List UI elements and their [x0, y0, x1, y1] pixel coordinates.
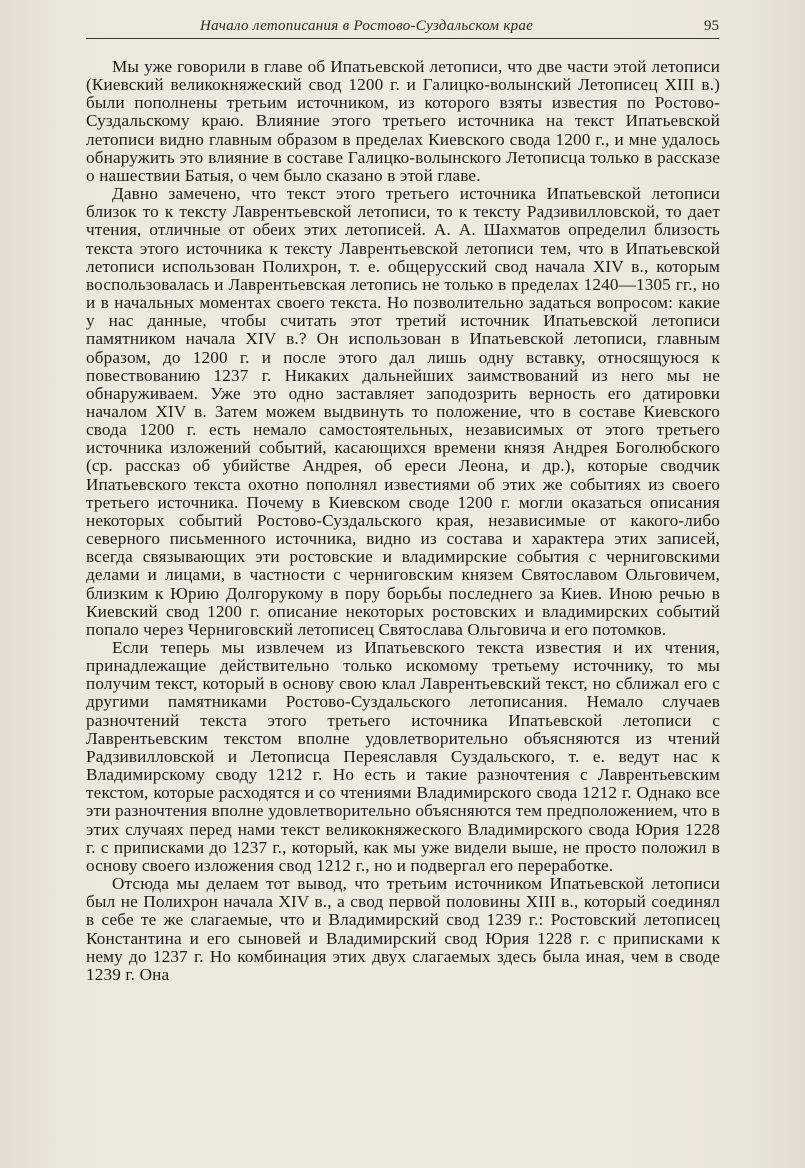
paragraph: Мы уже говорили в главе об Ипатьевской летописи, что две части этой летописи (Киевский великокняжеский свод 1200 г. и Галицко-волынский Летописец XIII в.) были пополнены третьим источником, из которого взяты известия по Ростово-Суздальскому краю. Влияние этого третьего источника на текст Ипатьевской летописи видно главным образом в пределах Киевского свода 1200 г., и мне удалось обнаружить это влияние в составе Галицко-волынского Летописца только в рассказе о нашествии Батыя, о чем было сказано в этой главе. — [86, 57, 720, 185]
page-number: 95 — [704, 18, 719, 34]
paragraph: Если теперь мы извлечем из Ипатьевского текста известия и их чтения, принадлежащие действительно только искомому третьему источнику, то мы получим текст, который в основу свою клал Лаврентьевский текст, но сближал его с другими памятниками Ростово-Суздальского летописания. Немало случаев разночтений текста этого третьего источника Ипатьевской летописи с Лаврентьевским текстом вполне удовлетворительно объясняются из чтений Радзивилловской и Летописца Переяславля Суздальского, т. е. ведут нас к Владимирскому своду 1212 г. Но есть и такие разночтения с Лаврентьевским текстом, которые расходятся и со чтениями Владимирского свода 1212 г. Однако все эти разночтения вполне удовлетворительно объясняются тем предположением, что в этих случаях перед нами текст великокняжеского Владимирского свода Юрия 1228 г. с приписками до 1237 г., который, как мы уже видели выше, не просто положил в основу своего изложения свод 1212 г., но и подвергал его переработке. — [86, 638, 720, 875]
running-title: Начало летописания в Ростово-Суздальском крае — [200, 18, 534, 34]
paragraph: Отсюда мы делаем тот вывод, что третьим источником Ипатьевской летописи был не Полихрон начала XIV в., а свод первой половины XIII в., который соединял в себе те же слагаемые, что и Владимирский свод 1239 г.: Ростовский летописец Константина и его сыновей и Владимирский свод Юрия 1228 г. с приписками к нему до 1237 г. Но комбинация этих двух слагаемых здесь была иная, чем в своде 1239 г. Она — [86, 874, 720, 984]
body-text — [86, 58, 720, 984]
paragraph: Давно замечено, что текст этого третьего источника Ипатьевской летописи близок то к тексту Лаврентьевской летописи, то к тексту Радзивилловской, то дает чтения, отличные от обеих этих летописей. А. А. Шахматов определил близость текста этого источника к тексту Лаврентьевской летописи тем, что в Ипатьевской летописи использован Полихрон, т. е. общерусский свод начала XIV в., которым воспользовалась и Лаврентьевская летопись не только в пределах 1240—1305 гг., но и в начальных моментах своего текста. Но позволительно задаться вопросом: какие у нас данные, чтобы считать этот третий источник Ипатьевской летописи памятником начала XIV в.? Он использован в Ипатьевской летописи, главным образом, до 1200 г. и после этого дал лишь одну вставку, относящуюся к повествованию 1237 г. Никаких дальнейших заимствований из него мы не обнаруживаем. Уже это одно заставляет заподозрить верность его датировки началом XIV в. Затем можем выдвинуть то положение, что в составе Киевского свода 1200 г. есть немало самостоятельных, независимых от этого третьего источника изложений событий, касающихся времени князя Андрея Боголюбского (ср. рассказ об убийстве Андрея, об ереси Леона, и др.), которые сводчик Ипатьевского текста охотно пополнял известиями об этих же событиях из своего третьего источника. Почему в Киевском своде 1200 г. могли оказаться описания некоторых событий Ростово-Суздальского края, независимые от какого-либо северного письменного источника, видно из состава и характера этих записей, всегда связывающих эти ростовские и владимирские события с черниговскими делами и лицами, в частности с черниговским князем Святославом Ольговичем, близким к Юрию Долгорукому в пору борьбы последнего за Киев. Иною речью в Киевский свод 1200 г. описание некоторых ростовских и владимирских событий попало через Черниговский летописец Святослава Ольговича и его потомков. — [86, 184, 720, 639]
header-rule — [86, 38, 200, 39]
running-header — [200, 12, 719, 39]
